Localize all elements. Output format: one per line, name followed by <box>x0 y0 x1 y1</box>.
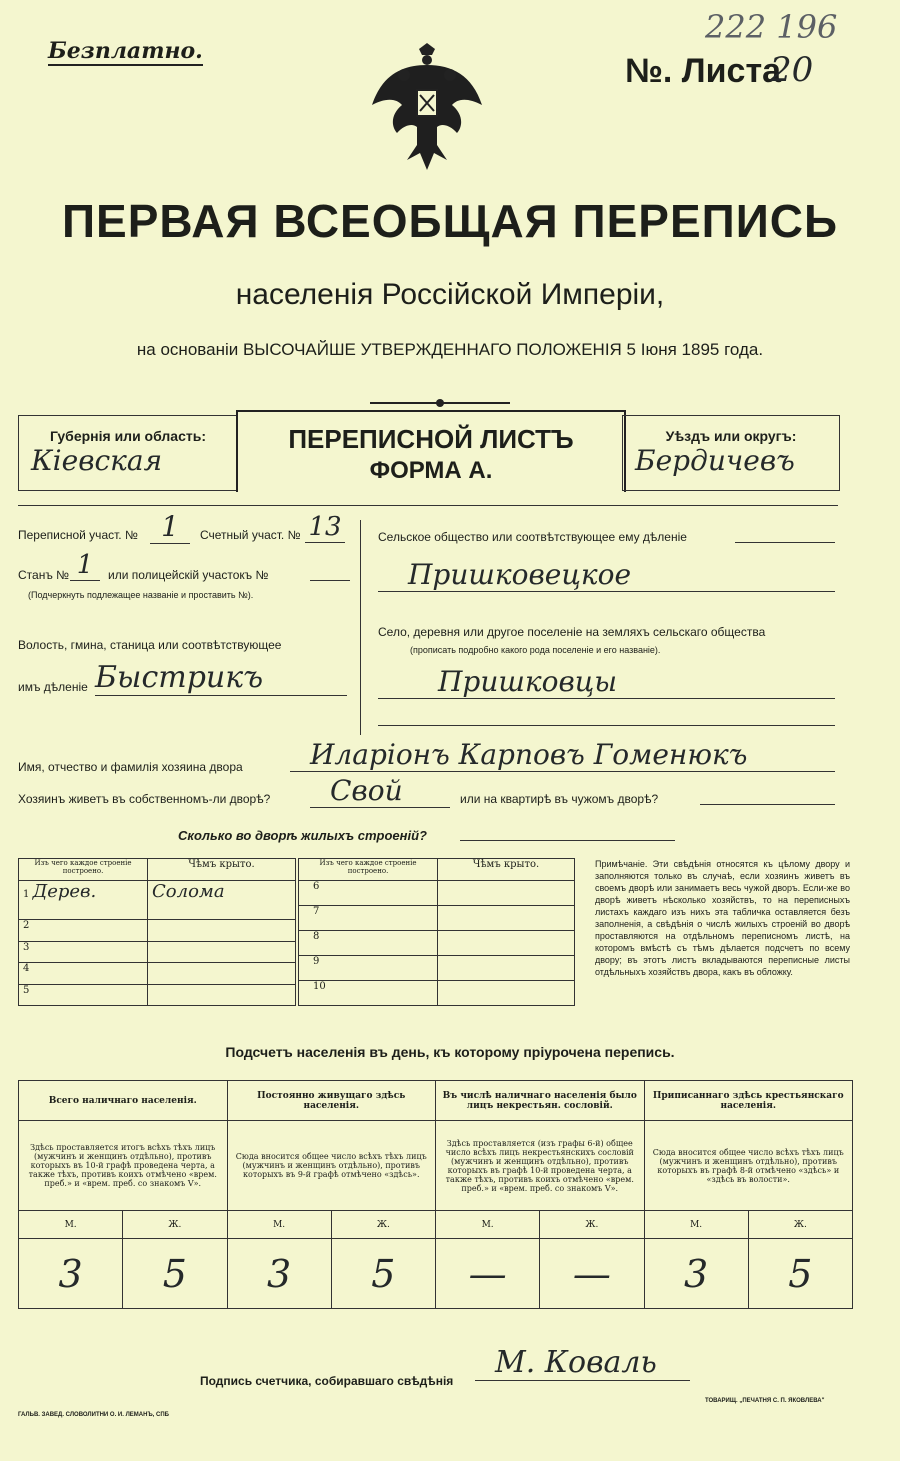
group-desc-permanent: Сюда вносится общее число всѣхъ тѣхъ лицъ (мужчинъ и женщинъ отдѣльно), противъ которыхъ въ 9-й графѣ отмѣчено «здѣсь». <box>227 1121 436 1211</box>
m-header: М. <box>227 1211 331 1239</box>
buildings-label: Сколько во дворѣ жилыхъ строеній? <box>178 828 427 843</box>
f-header: Ж. <box>748 1211 852 1239</box>
total-male: 3 <box>19 1239 123 1309</box>
volost-label-2: имъ дѣленіе <box>18 680 88 694</box>
rent-line <box>700 804 835 805</box>
group-head-permanent: Постоянно живущаго здѣсь населенія. <box>227 1081 436 1121</box>
peasant-female: 5 <box>748 1239 852 1309</box>
building-row: 5 <box>19 984 148 1005</box>
buildings-note: Примѣчаніе. Эти свѣдѣнія относятся къ цѣлому двору и заполняются только въ случаѣ, если хозяинъ живетъ въ своемъ дворѣ или занимаетъ весь чужой дворъ. Если-же во дворѣ живетъ нѣсколько хозяйствъ, то на переписныхъ листахъ каждаго изъ нихъ эта табличка оставляется безъ заполненія, а свѣдѣнія о числѣ жилыхъ строеній во дворѣ проставляются на отдѣльномъ переписномъ листѣ, на которомъ вмѣстѣ съ тѣмъ дѣлается подсчетъ по всему двору; въ этотъ листъ вкладываются переписные листы отдѣльныхъ хозяйствъ двора, какъ въ обложку. <box>595 859 850 977</box>
permanent-male: 3 <box>227 1239 331 1309</box>
m-header: М. <box>644 1211 748 1239</box>
col-roof: Чѣмъ крыто. <box>148 859 296 881</box>
owner-value: Иларіонъ Карповъ Гоменюкъ <box>290 738 835 772</box>
group-head-total: Всего наличнаго населенія. <box>19 1081 228 1121</box>
vertical-divider <box>360 520 361 735</box>
signature-label: Подпись счетчика, собиравшаго свѣдѣнія <box>200 1374 454 1388</box>
building-roof <box>148 963 296 984</box>
group-head-nonpeasant: Въ числѣ наличнаго населенія было лицъ некрестьян. сословій. <box>436 1081 645 1121</box>
buildings-line <box>460 840 675 841</box>
ornament-divider <box>370 393 510 403</box>
main-title: ПЕРВАЯ ВСЕОБЩАЯ ПЕРЕПИСЬ <box>61 195 839 247</box>
building-roof <box>438 906 575 931</box>
own-yard-label: Хозяинъ живетъ въ собственномъ-ли дворѣ? <box>18 792 271 806</box>
village-label: Село, деревня или другое поселеніе на земляхъ сельскаго общества <box>378 625 766 639</box>
building-row: 8 <box>299 931 438 956</box>
building-roof <box>438 956 575 981</box>
village-value: Пришковцы <box>378 665 835 699</box>
f-header: Ж. <box>540 1211 644 1239</box>
permanent-female: 5 <box>331 1239 435 1309</box>
population-title: Подсчетъ населенія въ день, къ которому пріурочена перепись. <box>225 1044 675 1060</box>
peasant-male: 3 <box>644 1239 748 1309</box>
form-type: ФОРМА А. <box>369 457 493 484</box>
building-row: 6 <box>299 881 438 906</box>
group-desc-peasant: Сюда вносится общее число всѣхъ тѣхъ лицъ (мужчинъ и женщинъ отдѣльно), противъ которыхъ въ графѣ 8-й отмѣчено «здѣсь» и «здѣсь въ волости». <box>644 1121 853 1211</box>
police-label: или полицейскій участокъ № <box>108 568 269 582</box>
m-header: М. <box>19 1211 123 1239</box>
owner-label: Имя, отчество и фамилія хозяина двора <box>18 760 243 774</box>
col-roof-right: Чѣмъ крыто. <box>438 859 575 881</box>
m-header: М. <box>436 1211 540 1239</box>
gubernia-box <box>18 415 238 491</box>
basis-line: на основаніи ВЫСОЧАЙШЕ УТВЕРЖДЕННАГО ПОЛОЖЕНІЯ 5 Іюня 1895 года. <box>136 340 764 359</box>
printer-right: ТОВАРИЩ. „ПЕЧАТНЯ С. П. ЯКОВЛЕВА" <box>705 1398 825 1404</box>
signature-value: М. Коваль <box>475 1345 690 1381</box>
building-roof <box>438 981 575 1006</box>
form-title: ПЕРЕПИСНОЙ ЛИСТЪ <box>288 424 574 454</box>
building-roof: Солома <box>148 881 296 920</box>
nonpeasant-male: — <box>436 1239 540 1309</box>
col-material-right: Изъ чего каждое строеніе построено. <box>299 859 438 881</box>
building-row: 10 <box>299 981 438 1006</box>
sheet-label: №. Листа <box>625 52 782 90</box>
building-row: 3 <box>19 941 148 962</box>
police-value-line <box>310 580 350 581</box>
stan-value: 1 <box>70 550 100 581</box>
building-row: 4 <box>19 963 148 984</box>
building-roof <box>148 941 296 962</box>
population-table <box>18 1080 853 1309</box>
village-line-2 <box>378 725 835 726</box>
building-row: 1 Дерев. <box>19 881 148 920</box>
sheet-number: 20 <box>770 50 814 90</box>
village-note: (прописать подробно какого рода поселеніе и его названіе). <box>410 645 661 655</box>
printer-left: ГАЛЬВ. ЗАВЕД. СЛОВОЛИТНИ О. И. ЛЕМАНЪ, СПБ <box>18 1412 169 1418</box>
society-value: Пришковецкое <box>378 558 835 592</box>
group-head-peasant: Приписаннаго здѣсь крестьянскаго населенія. <box>644 1081 853 1121</box>
building-row: 2 <box>19 920 148 941</box>
f-header: Ж. <box>123 1211 227 1239</box>
own-yard-value: Свой <box>310 774 450 808</box>
counting-section-label: Счетный участ. № <box>200 528 301 542</box>
uezd-label: Уѣздъ или округъ: <box>665 428 797 444</box>
free-label: Безплатно. <box>48 38 203 64</box>
f-header: Ж. <box>331 1211 435 1239</box>
building-row: 9 <box>299 956 438 981</box>
group-desc-total: Здѣсь проставляется итогъ всѣхъ тѣхъ лицъ (мужчинъ и женщинъ отдѣльно), противъ которыхъ въ 10-й графѣ проведена черта, а также тѣхъ, противъ коихъ отмѣчено «врем. преб.» и «врем. преб. со знакомъ V». <box>19 1121 228 1211</box>
building-row: 7 <box>299 906 438 931</box>
census-section-value: 1 <box>150 510 190 544</box>
census-section-label: Переписной участ. № <box>18 528 138 542</box>
building-roof <box>438 881 575 906</box>
gubernia-value: Кіевская <box>31 444 163 477</box>
buildings-table-right <box>298 858 575 1006</box>
stan-label: Станъ № <box>18 568 70 582</box>
counting-section-value: 13 <box>305 512 345 543</box>
divider-top <box>18 505 838 506</box>
stan-note: (Подчеркнуть подлежащее названіе и проставить №). <box>28 590 254 600</box>
col-material: Изъ чего каждое строеніе построено. <box>19 859 148 881</box>
subtitle: населенія Россійской Имперіи, <box>235 278 665 311</box>
uezd-value: Бердичевъ <box>635 444 795 477</box>
nonpeasant-female: — <box>540 1239 644 1309</box>
volost-label: Волость, гмина, станица или соотвѣтствующее <box>18 638 282 652</box>
double-eagle-emblem <box>362 35 492 180</box>
total-female: 5 <box>123 1239 227 1309</box>
society-line <box>735 542 835 543</box>
society-label: Сельское общество или соотвѣтствующее ему дѣленіе <box>378 530 687 544</box>
volost-value: Быстрикъ <box>95 660 347 696</box>
uezd-box <box>622 415 840 491</box>
building-roof <box>148 920 296 941</box>
building-roof <box>438 931 575 956</box>
building-roof <box>148 984 296 1005</box>
archive-marks: 222 196 <box>705 8 838 46</box>
group-desc-nonpeasant: Здѣсь проставляется (изъ графы 6-й) общее число всѣхъ лицъ некрестьянскихъ сословій (мужчинъ и женщинъ отдѣльно), противъ которыхъ въ графѣ 10-й проведена черта, а также тѣхъ, противъ коихъ отмѣчено «врем. преб.» и «врем. преб. со знакомъ V». <box>436 1121 645 1211</box>
rent-label: или на квартирѣ въ чужомъ дворѣ? <box>460 792 659 806</box>
buildings-table-left <box>18 858 296 1006</box>
gubernia-label: Губернія или область: <box>49 428 207 444</box>
form-title-box <box>236 410 626 492</box>
